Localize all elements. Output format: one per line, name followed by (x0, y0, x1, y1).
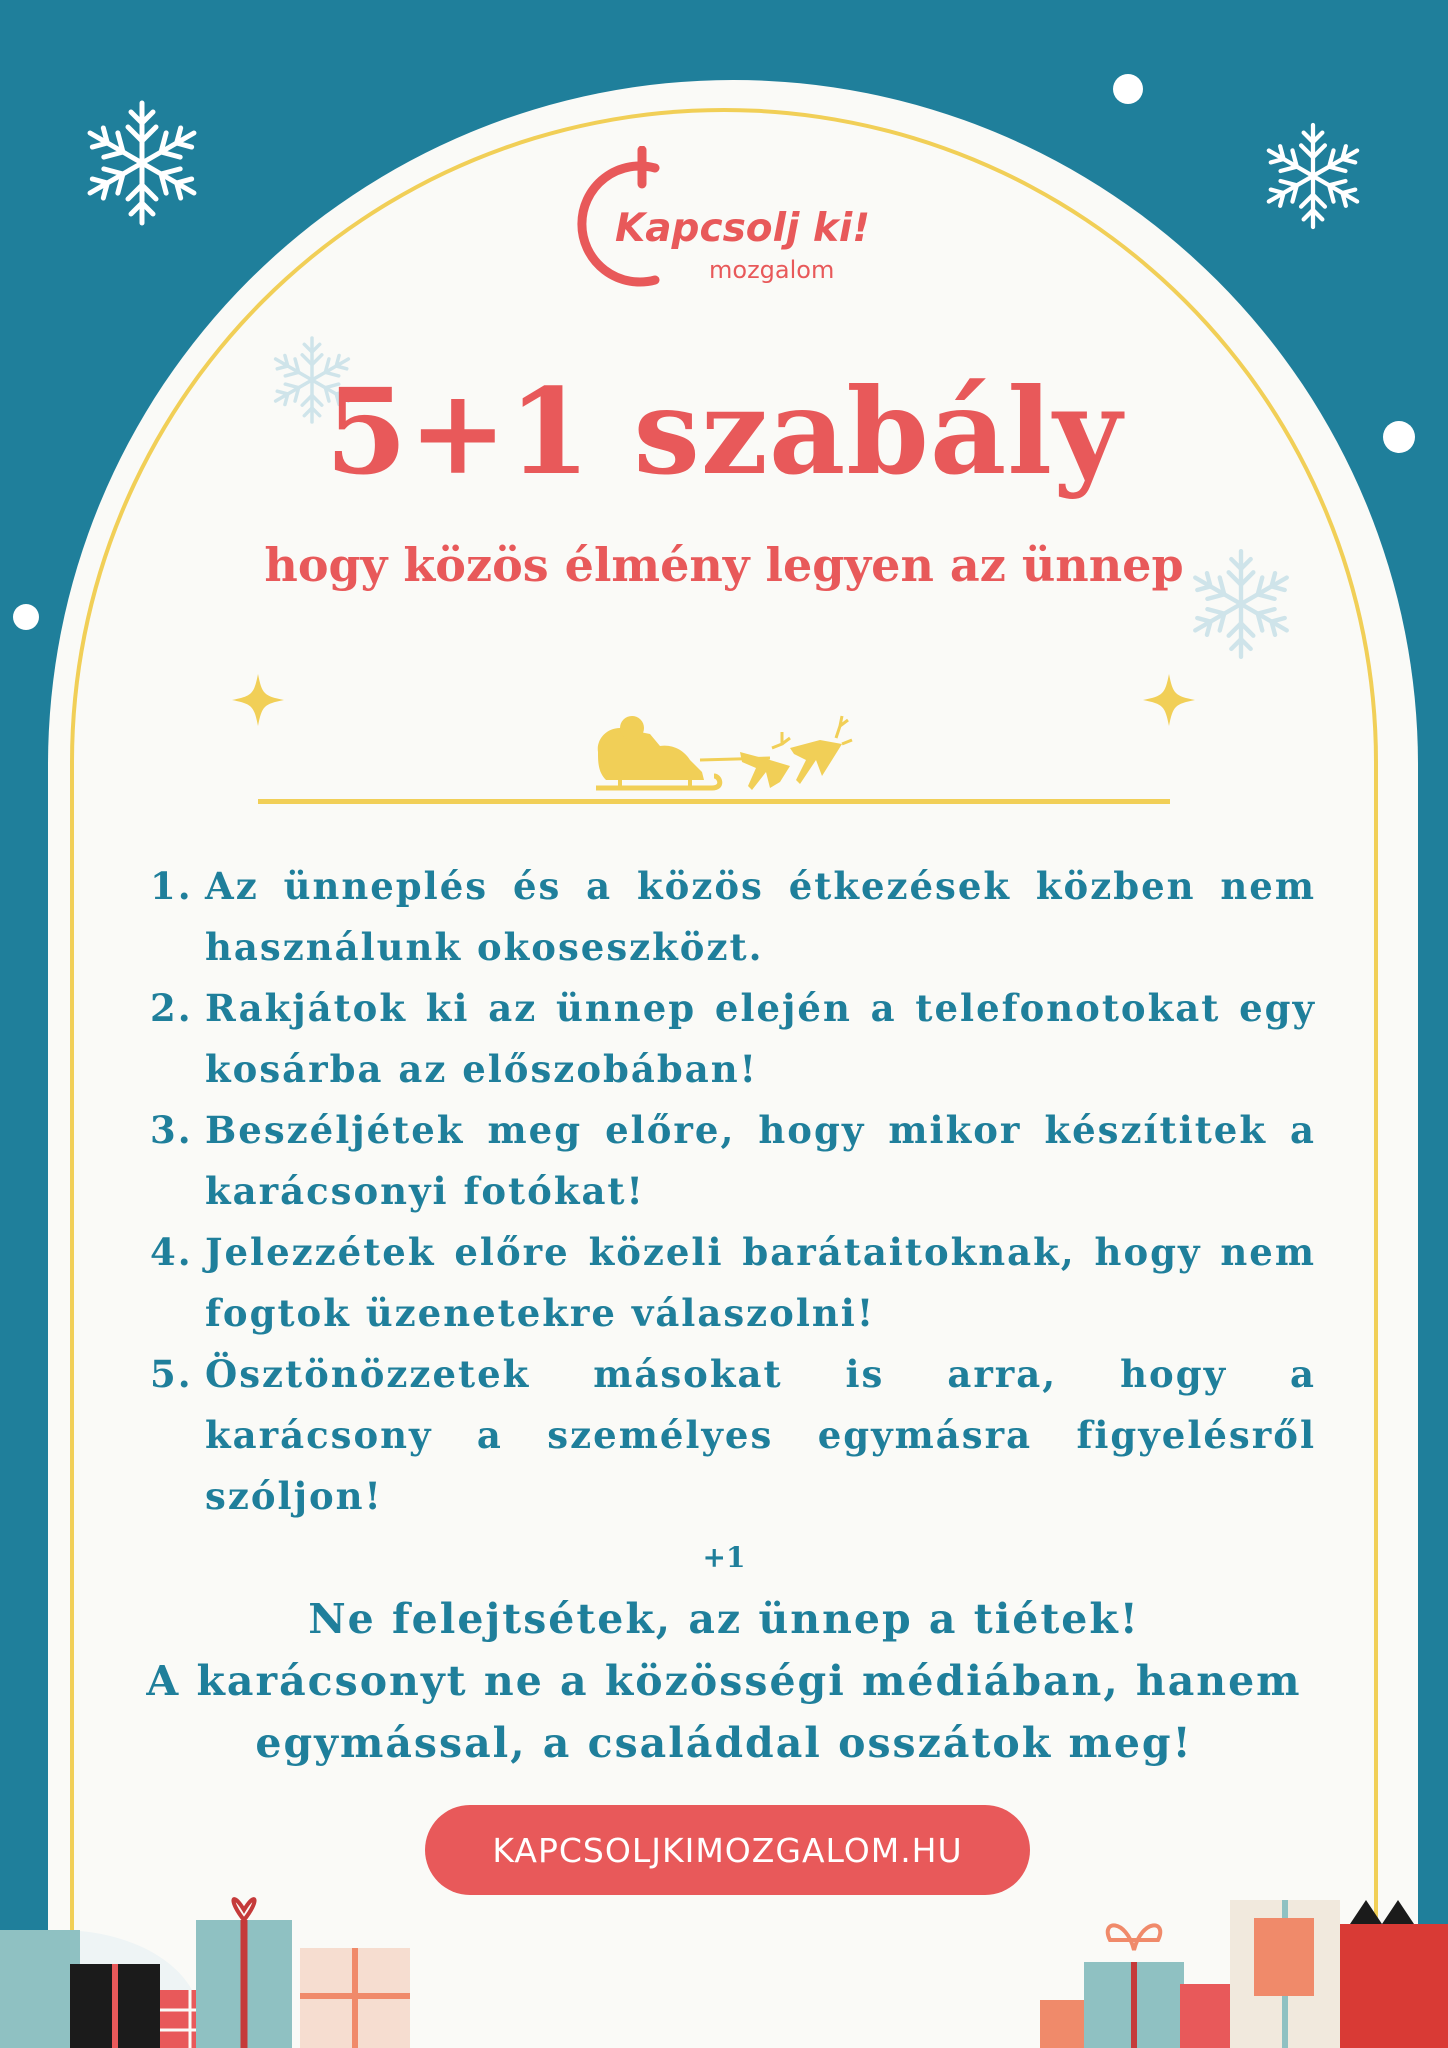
rule-text: Az ünneplés és a közös étkezések közben nem használunk okoseszközt. (205, 864, 1316, 969)
rule-text: Jelezzétek előre közeli barátaitoknak, hogy nem fogtok üzenetekre válaszolni! (205, 1230, 1316, 1335)
bonus-rule-label: +1 (702, 1541, 746, 1574)
divider-line (258, 799, 1170, 804)
rule-text: Rakjátok ki az ünnep elején a telefonotokat egy kosárba az előszobában! (205, 986, 1316, 1091)
page-title: 5+1 szabály (325, 362, 1123, 501)
rule-text: Beszéljétek meg előre, hogy mikor készítitek a karácsonyi fotókat! (205, 1108, 1316, 1213)
rule-number: 3. (150, 1108, 193, 1152)
rule-item (150, 856, 1316, 978)
closing-line: A karácsonyt ne a közösségi médiában, hanem (146, 1657, 1302, 1705)
snow-dot (13, 604, 39, 630)
gift-box-icon (1040, 1900, 1448, 2048)
kapcsolj-ki-logo (575, 146, 885, 296)
rule-item (150, 1222, 1316, 1344)
page-subtitle: hogy közös élmény legyen az ünnep (264, 538, 1184, 592)
rule-number: 1. (150, 864, 193, 908)
rule-item (150, 978, 1316, 1100)
snowflake-icon (83, 103, 201, 223)
rule-text: Ösztönözzetek másokat is arra, hogy a karácsony a személyes egymásra figyelésről szóljon! (205, 1352, 1316, 1518)
sparkle-icon (232, 674, 284, 726)
rule-number: 2. (150, 986, 193, 1030)
rule-number: 5. (150, 1352, 193, 1396)
sparkle-icon (1143, 674, 1195, 726)
rule-item (150, 1344, 1316, 1527)
logo-subtitle: mozgalom (709, 256, 835, 284)
closing-line: Ne felejtsétek, az ünnep a tiétek! (308, 1595, 1140, 1643)
rules-list (150, 856, 1316, 1527)
website-link-button[interactable]: KAPCSOLJKIMOZGALOM.HU (425, 1805, 1030, 1895)
rule-item (150, 1100, 1316, 1222)
rule-number: 4. (150, 1230, 193, 1274)
snow-dot (1113, 74, 1143, 104)
bonus-rule-text (0, 1588, 1448, 1774)
closing-line: egymással, a családdal osszátok meg! (255, 1719, 1193, 1767)
logo-name: Kapcsolj ki! (611, 206, 874, 251)
sleigh-reindeer-icon (596, 716, 852, 790)
gift-box-icon (0, 1899, 410, 2048)
snowflake-icon (1263, 125, 1363, 227)
